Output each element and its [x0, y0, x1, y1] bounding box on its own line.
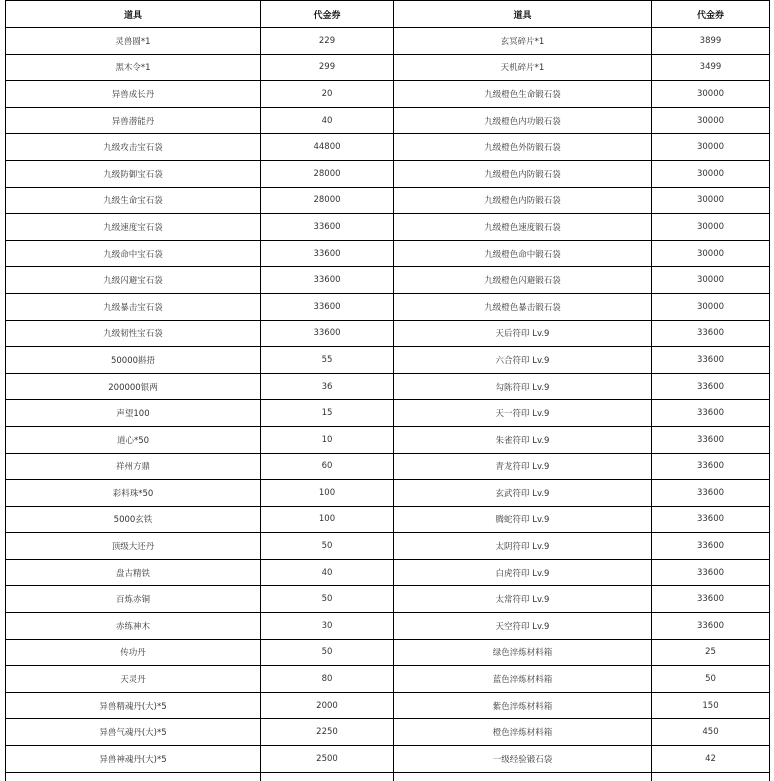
left-price-cell: 2000	[261, 692, 394, 719]
table-row	[6, 267, 770, 294]
right-item-cell: 太常符印 Lv.9	[394, 586, 652, 613]
left-price-cell: 40	[261, 107, 394, 134]
right-item-cell: 玄冥碎片*1	[394, 28, 652, 55]
right-price-cell: 33600	[652, 506, 770, 533]
left-item-cell: 异兽潜能丹	[6, 107, 261, 134]
left-price-cell: 50	[261, 586, 394, 613]
left-item-cell: 彩料珠*50	[6, 480, 261, 507]
right-item-cell: 天机碎片*1	[394, 54, 652, 81]
left-price-cell: 229	[261, 28, 394, 55]
left-price-cell: 33600	[261, 320, 394, 347]
right-price-cell: 30000	[652, 134, 770, 161]
table-row	[6, 746, 770, 773]
left-price-cell: 30	[261, 613, 394, 640]
table-row	[6, 187, 770, 214]
table-row	[6, 240, 770, 267]
table-row	[6, 293, 770, 320]
right-item-cell: 玄武符印 Lv.9	[394, 480, 652, 507]
right-price-cell: 33600	[652, 347, 770, 374]
table-row	[6, 559, 770, 586]
right-item-cell: 勾陈符印 Lv.9	[394, 373, 652, 400]
left-price-cell: 100	[261, 506, 394, 533]
table-row	[6, 107, 770, 134]
table-row	[6, 347, 770, 374]
right-price-cell: 30000	[652, 240, 770, 267]
right-price-cell: 50	[652, 666, 770, 693]
left-price-cell: 10	[261, 426, 394, 453]
empty-cell	[652, 772, 770, 781]
table-row	[6, 480, 770, 507]
left-item-cell: 九级闪避宝石袋	[6, 267, 261, 294]
left-item-cell: 声望100	[6, 400, 261, 427]
left-price-cell: 28000	[261, 160, 394, 187]
left-item-cell: 异兽成长丹	[6, 81, 261, 108]
left-item-cell: 九级速度宝石袋	[6, 214, 261, 241]
table-row	[6, 426, 770, 453]
left-price-cell: 100	[261, 480, 394, 507]
left-item-cell: 九级防御宝石袋	[6, 160, 261, 187]
left-price-cell: 50	[261, 639, 394, 666]
right-item-cell: 朱雀符印 Lv.9	[394, 426, 652, 453]
left-item-cell: 赤练神木	[6, 613, 261, 640]
table-row	[6, 373, 770, 400]
left-price-cell: 2250	[261, 719, 394, 746]
right-price-cell: 33600	[652, 586, 770, 613]
left-item-cell: 50000斟捂	[6, 347, 261, 374]
left-price-cell: 55	[261, 347, 394, 374]
right-item-cell: 九级橙色速度锻石袋	[394, 214, 652, 241]
empty-cell	[394, 772, 652, 781]
right-item-cell: 青龙符印 Lv.9	[394, 453, 652, 480]
right-item-cell: 白虎符印 Lv.9	[394, 559, 652, 586]
right-item-cell: 蓝色淬炼材料箱	[394, 666, 652, 693]
left-price-cell: 2500	[261, 746, 394, 773]
left-item-cell: 九级韧性宝石袋	[6, 320, 261, 347]
right-item-cell: 六合符印 Lv.9	[394, 347, 652, 374]
table-row	[6, 639, 770, 666]
table-row	[6, 400, 770, 427]
right-item-cell: 九级橙色暴击锻石袋	[394, 293, 652, 320]
right-price-cell: 33600	[652, 400, 770, 427]
left-price-cell: 44800	[261, 134, 394, 161]
right-item-cell: 天一符印 Lv.9	[394, 400, 652, 427]
right-item-cell: 九级橙色内防锻石袋	[394, 187, 652, 214]
right-item-cell: 绿色淬炼材料箱	[394, 639, 652, 666]
right-item-cell: 天空符印 Lv.9	[394, 613, 652, 640]
right-price-cell: 150	[652, 692, 770, 719]
left-price-cell: 60	[261, 453, 394, 480]
table-row-cutoff	[6, 772, 770, 781]
right-price-cell: 33600	[652, 373, 770, 400]
table-row	[6, 692, 770, 719]
table-body	[6, 28, 770, 781]
right-item-cell: 九级橙色闪避锻石袋	[394, 267, 652, 294]
right-price-cell: 3899	[652, 28, 770, 55]
right-price-cell: 33600	[652, 533, 770, 560]
left-price-cell: 33600	[261, 240, 394, 267]
left-price-cell: 80	[261, 666, 394, 693]
right-price-cell: 3499	[652, 54, 770, 81]
table-row	[6, 320, 770, 347]
right-price-cell: 33600	[652, 613, 770, 640]
header-price-right: 代金券	[652, 1, 770, 28]
table-row	[6, 214, 770, 241]
left-item-cell: 异兽精魂丹(大)*5	[6, 692, 261, 719]
left-item-cell: 黑木令*1	[6, 54, 261, 81]
right-item-cell: 九级橙色内防锻石袋	[394, 160, 652, 187]
right-price-cell: 33600	[652, 320, 770, 347]
right-price-cell: 30000	[652, 187, 770, 214]
right-item-cell: 一级经验锻石袋	[394, 746, 652, 773]
left-item-cell: 百炼赤铜	[6, 586, 261, 613]
table-row	[6, 28, 770, 55]
left-item-cell: 道心*50	[6, 426, 261, 453]
table-row	[6, 666, 770, 693]
table-row	[6, 453, 770, 480]
left-item-cell: 九级攻击宝石袋	[6, 134, 261, 161]
left-price-cell: 299	[261, 54, 394, 81]
right-item-cell: 九级橙色外防锻石袋	[394, 134, 652, 161]
left-price-cell: 33600	[261, 267, 394, 294]
right-item-cell: 紫色淬炼材料箱	[394, 692, 652, 719]
left-item-cell: 200000银两	[6, 373, 261, 400]
right-price-cell: 33600	[652, 559, 770, 586]
left-item-cell: 盘古精铁	[6, 559, 261, 586]
right-price-cell: 33600	[652, 426, 770, 453]
left-item-cell: 顶级大还丹	[6, 533, 261, 560]
right-item-cell: 九级橙色生命锻石袋	[394, 81, 652, 108]
table-row	[6, 506, 770, 533]
right-item-cell: 天后符印 Lv.9	[394, 320, 652, 347]
header-item-left: 道具	[6, 1, 261, 28]
header-item-right: 道具	[394, 1, 652, 28]
right-price-cell: 30000	[652, 214, 770, 241]
left-item-cell: 异兽神魂丹(大)*5	[6, 746, 261, 773]
table-row	[6, 586, 770, 613]
left-item-cell: 九级暴击宝石袋	[6, 293, 261, 320]
right-item-cell: 九级橙色内功锻石袋	[394, 107, 652, 134]
left-item-cell: 5000玄铁	[6, 506, 261, 533]
table-row	[6, 81, 770, 108]
left-item-cell: 异兽气魂丹(大)*5	[6, 719, 261, 746]
right-price-cell: 30000	[652, 160, 770, 187]
left-item-cell: 祥州方鼎	[6, 453, 261, 480]
left-item-cell: 九级生命宝石袋	[6, 187, 261, 214]
right-price-cell: 30000	[652, 293, 770, 320]
right-price-cell: 33600	[652, 453, 770, 480]
table-row	[6, 613, 770, 640]
left-item-cell: 传功丹	[6, 639, 261, 666]
table-row	[6, 719, 770, 746]
left-price-cell: 20	[261, 81, 394, 108]
right-item-cell: 橙色淬炼材料箱	[394, 719, 652, 746]
left-item-cell: 九级命中宝石袋	[6, 240, 261, 267]
left-price-cell: 33600	[261, 214, 394, 241]
left-price-cell: 36	[261, 373, 394, 400]
table-row	[6, 533, 770, 560]
right-price-cell: 42	[652, 746, 770, 773]
right-price-cell: 30000	[652, 81, 770, 108]
header-row	[6, 1, 770, 28]
price-table	[5, 0, 770, 781]
right-item-cell: 腾蛇符印 Lv.9	[394, 506, 652, 533]
left-price-cell: 15	[261, 400, 394, 427]
right-price-cell: 30000	[652, 107, 770, 134]
table-row	[6, 160, 770, 187]
empty-cell	[6, 772, 261, 781]
header-price-left: 代金券	[261, 1, 394, 28]
price-table-sheet	[5, 0, 769, 781]
left-item-cell: 天灵丹	[6, 666, 261, 693]
right-price-cell: 450	[652, 719, 770, 746]
right-price-cell: 30000	[652, 267, 770, 294]
table-row	[6, 134, 770, 161]
table-row	[6, 54, 770, 81]
right-price-cell: 33600	[652, 480, 770, 507]
left-price-cell: 50	[261, 533, 394, 560]
left-price-cell: 28000	[261, 187, 394, 214]
right-price-cell: 25	[652, 639, 770, 666]
right-item-cell: 太阴符印 Lv.9	[394, 533, 652, 560]
left-item-cell: 灵兽圆*1	[6, 28, 261, 55]
empty-cell	[261, 772, 394, 781]
right-item-cell: 九级橙色命中锻石袋	[394, 240, 652, 267]
left-price-cell: 33600	[261, 293, 394, 320]
left-price-cell: 40	[261, 559, 394, 586]
